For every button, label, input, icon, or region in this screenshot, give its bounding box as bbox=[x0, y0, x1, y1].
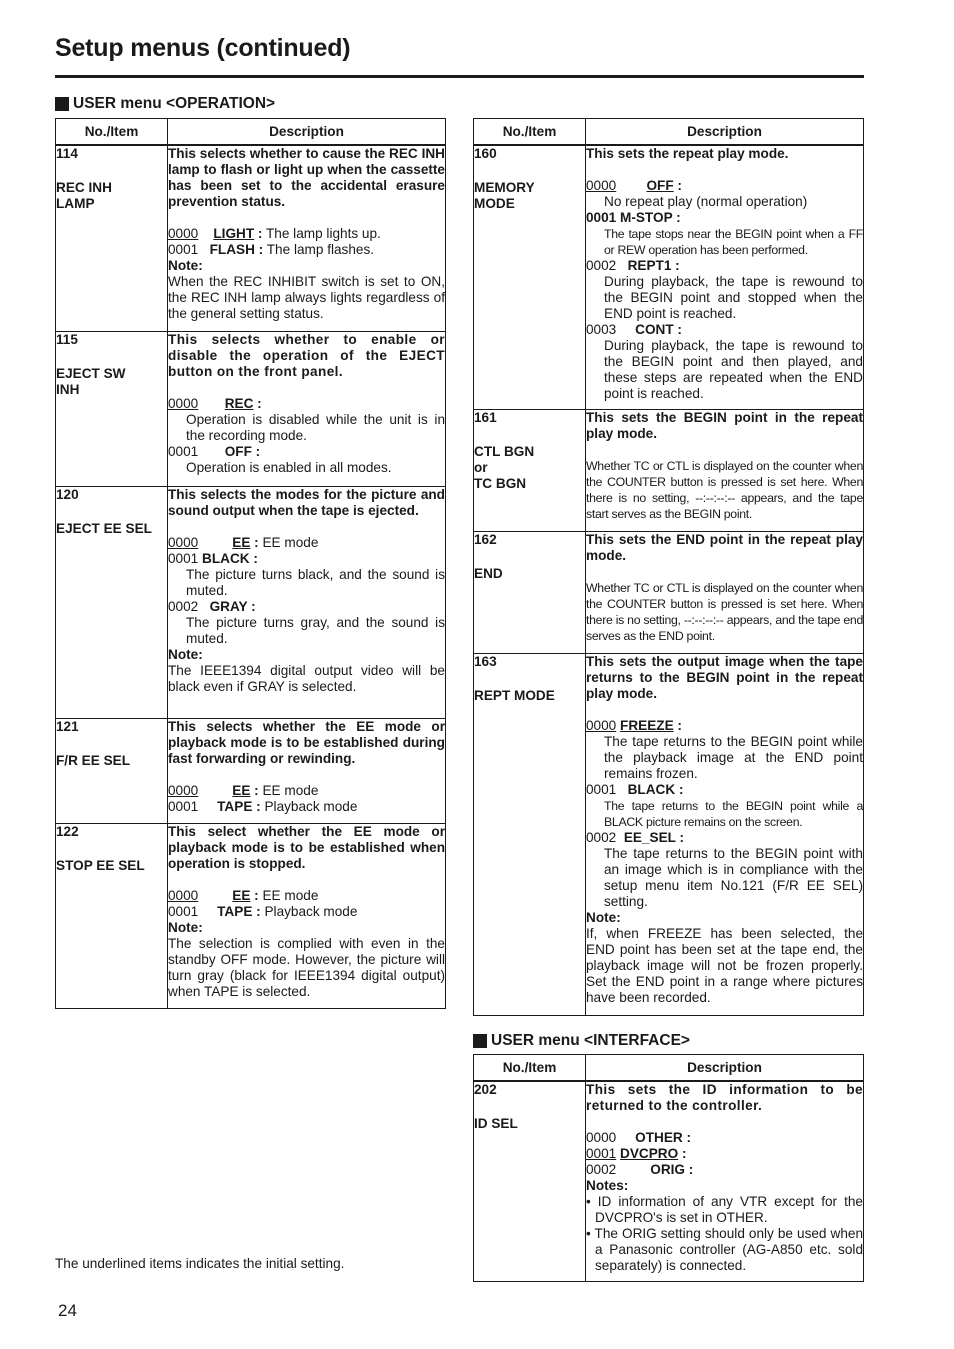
option-line: 0001 OFF : bbox=[168, 443, 261, 459]
description-cell bbox=[586, 531, 864, 653]
note-text: When the REC INHIBIT switch is set to ON, the REC INH lamp always lights regardless of the general setting status. bbox=[168, 274, 445, 321]
note-label: Note: bbox=[168, 258, 203, 273]
interface-table bbox=[473, 1054, 864, 1282]
col-header-no-item: No./Item bbox=[56, 119, 168, 146]
option-line: 0001 BLACK : bbox=[586, 781, 684, 797]
description-cell bbox=[168, 486, 446, 718]
item-lead: This selects whether the EE mode or playback mode is to be established during fast forwarding or rewinding. bbox=[168, 718, 445, 766]
item-lead: This sets the output image when the tape returns to the BEGIN point in the repeat play mode. bbox=[586, 653, 863, 701]
option-line: 0002 REPT1 : bbox=[586, 258, 680, 273]
col-header-no-item: No./Item bbox=[474, 119, 586, 146]
item-number: 120 bbox=[56, 486, 79, 502]
option-line: 0001 DVCPRO : bbox=[586, 1146, 687, 1161]
note-bullet: • The ORIG setting should only be used when a Panasonic controller (AG-A850 etc. sold separately) is connected. bbox=[586, 1226, 863, 1274]
option-description: The tape returns to the BEGIN point with an image which is in compliance with the setup menu item No.121 (F/R EE SEL) setting. bbox=[604, 845, 863, 909]
option-line: 0001 M-STOP : bbox=[586, 210, 681, 225]
item-name: END bbox=[474, 565, 503, 581]
note-text: The IEEE1394 digital output video will be black even if GRAY is selected. bbox=[168, 662, 445, 694]
item-name: STOP EE SEL bbox=[56, 857, 145, 873]
item-cell bbox=[474, 409, 586, 531]
option-line: 0000 REC : bbox=[168, 395, 262, 411]
option-description: The picture turns gray, and the sound is muted. bbox=[186, 614, 445, 646]
table-row bbox=[56, 718, 446, 823]
item-lead: This select whether the EE mode or playback mode is to be established when operation is stopped. bbox=[168, 823, 445, 871]
option-line: 0001 TAPE : Playback mode bbox=[168, 903, 358, 919]
note-label: Note: bbox=[168, 646, 203, 662]
option-description: The tape returns to the BEGIN point while the playback image at the END point remains frozen. bbox=[604, 733, 863, 781]
title-rule bbox=[55, 75, 864, 78]
table-row bbox=[56, 823, 446, 1008]
item-cell bbox=[474, 145, 586, 409]
item-number: 121 bbox=[56, 718, 79, 734]
table-row bbox=[474, 145, 864, 409]
item-name-alt: TC BGN bbox=[474, 475, 527, 491]
operation-table bbox=[55, 118, 446, 1009]
item-number: 122 bbox=[56, 823, 79, 839]
item-body: Whether TC or CTL is displayed on the counter when the COUNTER button is pressed is set here. When there is no setting, --:--:--:-- appears, and the tape end serves as the END point. bbox=[586, 580, 863, 643]
description-cell bbox=[586, 1081, 864, 1281]
item-lead: This sets the ID information to be returned to the controller. bbox=[586, 1082, 863, 1113]
table-row bbox=[56, 486, 446, 718]
table-header-row bbox=[56, 119, 446, 146]
note-label: Note: bbox=[168, 919, 203, 935]
note-bullet: • ID information of any VTR except for the DVCPRO's is set in OTHER. bbox=[586, 1194, 863, 1226]
table-header-row bbox=[474, 1055, 864, 1082]
description-cell bbox=[168, 145, 446, 331]
col-header-description: Description bbox=[586, 1055, 864, 1082]
option-line: 0002 GRAY : bbox=[168, 598, 256, 614]
item-name-or: or bbox=[474, 459, 488, 475]
option-line: 0001 BLACK : bbox=[168, 550, 258, 566]
item-lead: This selects whether to cause the REC INH lamp to flash or light up when the cassette has been set to the accidental erasure prevention status. bbox=[168, 146, 445, 209]
interface-section-label: USER menu <INTERFACE> bbox=[491, 1032, 690, 1049]
operation-table-continued bbox=[473, 118, 864, 1016]
option-line: 0000 EE : EE mode bbox=[168, 534, 319, 550]
page-number: 24 bbox=[58, 1301, 77, 1320]
option-line: 0002 EE_SEL : bbox=[586, 829, 685, 845]
option-line: 0000 EE : EE mode bbox=[168, 782, 319, 798]
page-title: Setup menus (continued) bbox=[55, 34, 351, 62]
item-name: MEMORY MODE bbox=[474, 180, 535, 211]
option-description: The picture turns black, and the sound is muted. bbox=[186, 566, 445, 598]
item-cell bbox=[474, 531, 586, 653]
option-line: 0001 TAPE : Playback mode bbox=[168, 798, 358, 814]
item-number: 202 bbox=[474, 1082, 497, 1097]
item-name: ID SEL bbox=[474, 1116, 518, 1131]
option-line: 0000 EE : EE mode bbox=[168, 887, 319, 903]
item-number: 161 bbox=[474, 409, 497, 425]
item-lead: This selects whether to enable or disable the operation of the EJECT button on the front panel. bbox=[168, 331, 445, 379]
option-description: During playback, the tape is rewound to the BEGIN point and stopped when the END point is reached. bbox=[604, 274, 863, 321]
item-name: REPT MODE bbox=[474, 687, 555, 703]
item-lead: This sets the repeat play mode. bbox=[586, 146, 789, 161]
note-label: Note: bbox=[586, 909, 621, 925]
table-row bbox=[474, 1081, 864, 1281]
item-number: 160 bbox=[474, 146, 497, 161]
option-line: 0001 FLASH : The lamp flashes. bbox=[168, 242, 375, 257]
item-name: EJECT EE SEL bbox=[56, 520, 152, 536]
option-description: Operation is enabled in all modes. bbox=[186, 459, 392, 475]
table-row bbox=[474, 653, 864, 1015]
item-number: 162 bbox=[474, 531, 497, 547]
note-label: Notes: bbox=[586, 1178, 629, 1193]
item-number: 163 bbox=[474, 653, 497, 669]
description-cell bbox=[168, 823, 446, 1008]
option-description: During playback, the tape is rewound to the BEGIN point and then played, and these steps are repeated when the END point is reached. bbox=[604, 338, 863, 401]
operation-section-heading bbox=[55, 95, 275, 113]
description-cell bbox=[586, 145, 864, 409]
table-row bbox=[56, 331, 446, 486]
item-cell bbox=[474, 653, 586, 1015]
option-line: 0000 LIGHT : The lamp lights up. bbox=[168, 226, 381, 241]
item-cell bbox=[56, 823, 168, 1008]
table-row bbox=[474, 531, 864, 653]
note-text: If, when FREEZE has been selected, the END point has been set at the tape end, the playback image will not be frozen properly. Set the END point in a range where pictures have been recorded. bbox=[586, 925, 863, 1005]
table-header-row bbox=[474, 119, 864, 146]
item-number: 114 bbox=[56, 146, 78, 161]
item-name: REC INH LAMP bbox=[56, 180, 112, 211]
option-line: 0000 OTHER : bbox=[586, 1130, 692, 1145]
item-name: CTL BGN bbox=[474, 443, 535, 459]
note-text: The selection is complied with even in the standby OFF mode. However, the picture will turn gray (black for IEEE1394 digital output) when TAPE is selected. bbox=[168, 935, 445, 999]
description-cell bbox=[586, 409, 864, 531]
item-lead: This selects the modes for the picture and sound output when the tape is ejected. bbox=[168, 486, 445, 518]
item-lead: This sets the BEGIN point in the repeat play mode. bbox=[586, 409, 863, 441]
item-lead: This sets the END point in the repeat play mode. bbox=[586, 531, 863, 563]
description-cell bbox=[168, 331, 446, 486]
section-square-icon bbox=[55, 97, 69, 111]
footnote: The underlined items indicates the initial setting. bbox=[55, 1256, 345, 1271]
col-header-description: Description bbox=[168, 119, 446, 146]
option-description: The tape returns to the BEGIN point while a BLACK picture remains on the screen. bbox=[604, 798, 863, 829]
table-row bbox=[56, 145, 446, 331]
item-body: Whether TC or CTL is displayed on the counter when the COUNTER button is pressed is set here. When there is no setting, --:--:--:-- appears, and the tape start serves as the BEGIN point. bbox=[586, 458, 863, 521]
operation-section-label: USER menu <OPERATION> bbox=[73, 95, 276, 112]
item-name: F/R EE SEL bbox=[56, 752, 131, 768]
item-cell bbox=[56, 145, 168, 331]
option-line: 0003 CONT : bbox=[586, 322, 682, 337]
item-number: 115 bbox=[56, 331, 78, 347]
item-cell bbox=[56, 331, 168, 486]
option-description: Operation is disabled while the unit is in the recording mode. bbox=[186, 411, 445, 443]
table-row bbox=[474, 409, 864, 531]
option-line: 0000 FREEZE : bbox=[586, 717, 682, 733]
col-header-description: Description bbox=[586, 119, 864, 146]
option-description: No repeat play (normal operation) bbox=[604, 194, 808, 209]
item-cell bbox=[474, 1081, 586, 1281]
col-header-no-item: No./Item bbox=[474, 1055, 586, 1082]
description-cell bbox=[168, 718, 446, 823]
section-square-icon bbox=[473, 1034, 487, 1048]
item-cell bbox=[56, 486, 168, 718]
interface-section-heading bbox=[473, 1032, 690, 1050]
option-description: The tape stops near the BEGIN point when a FF or REW operation has been performed. bbox=[604, 227, 863, 257]
item-cell bbox=[56, 718, 168, 823]
option-line: 0000 OFF : bbox=[586, 178, 682, 193]
option-line: 0002 ORIG : bbox=[586, 1162, 694, 1177]
item-name: EJECT SW INH bbox=[56, 365, 126, 397]
description-cell bbox=[586, 653, 864, 1015]
